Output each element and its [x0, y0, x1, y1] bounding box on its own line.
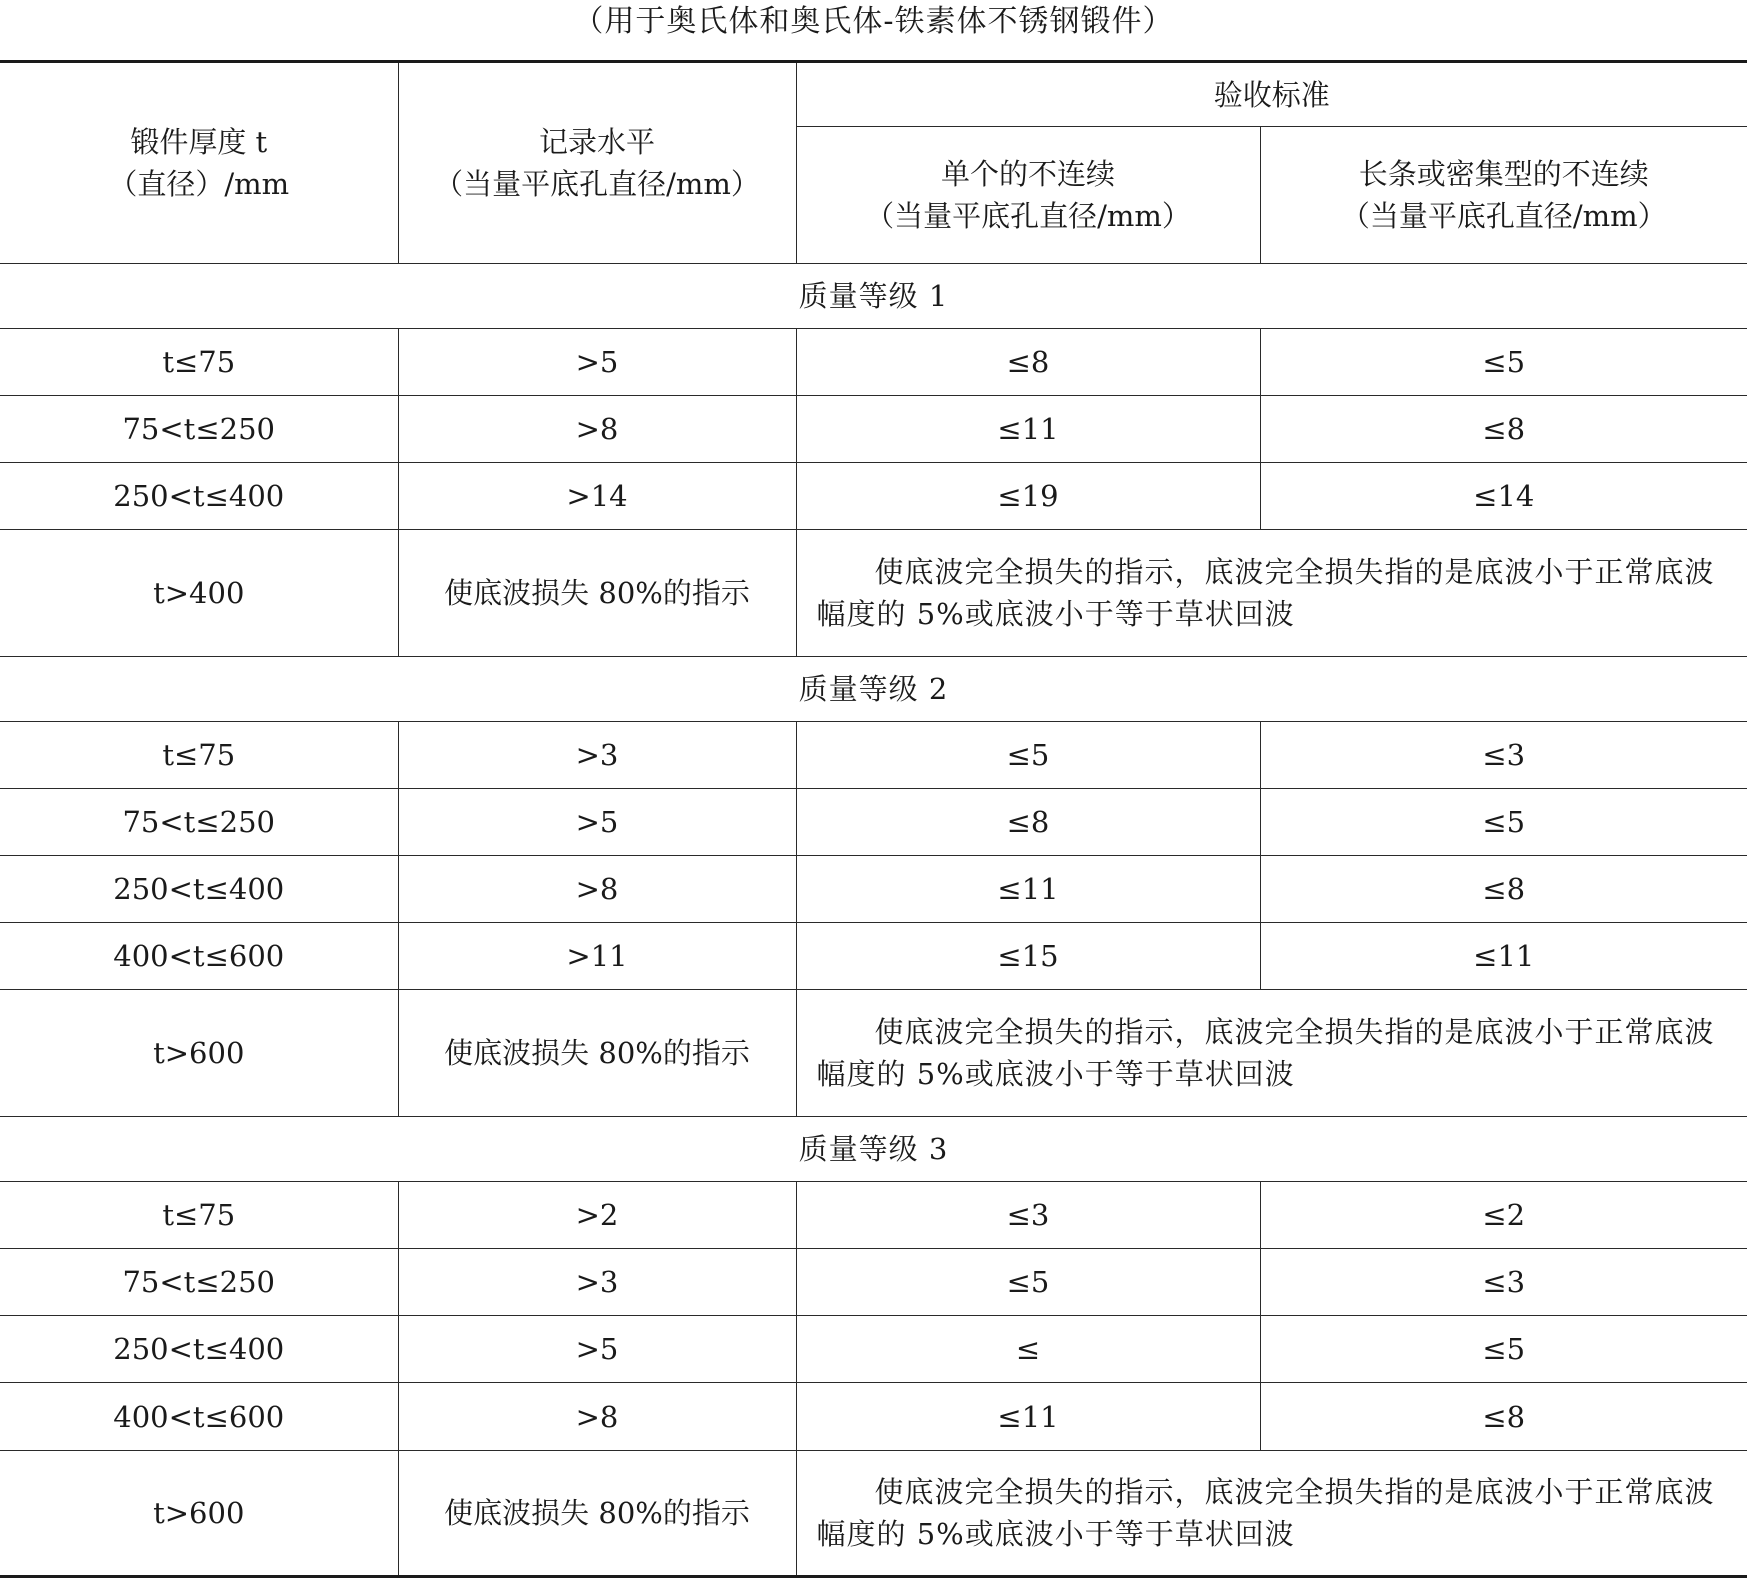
- thickness-range-cell: 250<t≤400: [0, 856, 398, 923]
- table-row-complete-loss: [0, 1450, 1747, 1576]
- grade-title-row: [0, 1116, 1747, 1181]
- complete-loss-note: 使底波完全损失的指示，底波完全损失指的是底波小于正常底波幅度的 5%或底波小于等于草状回波: [796, 990, 1747, 1116]
- grade-title-row: [0, 656, 1747, 721]
- thickness-range-cell: 400<t≤600: [0, 1383, 398, 1450]
- record-level-cell: 使底波损失 80%的指示: [398, 1450, 796, 1576]
- elongated-limit-cell: ≤8: [1260, 1383, 1747, 1450]
- header-single-discontinuity: [796, 127, 1260, 263]
- single-limit-cell: ≤19: [796, 463, 1260, 530]
- table-row: [0, 395, 1747, 462]
- record-level-cell: >8: [398, 1383, 796, 1450]
- table-row: [0, 328, 1747, 395]
- single-limit-cell: ≤3: [796, 1181, 1260, 1248]
- record-level-cell: >11: [398, 923, 796, 990]
- elongated-limit-cell: ≤11: [1260, 923, 1747, 990]
- header-thickness: [0, 62, 398, 264]
- record-level-cell: >3: [398, 721, 796, 788]
- grades-body: [0, 263, 1747, 1576]
- record-level-cell: >5: [398, 1316, 796, 1383]
- header-record-line2: （当量平底孔直径/mm）: [434, 166, 760, 201]
- header-single-line1: 单个的不连续: [940, 156, 1115, 191]
- table-row: [0, 721, 1747, 788]
- elongated-limit-cell: ≤5: [1260, 788, 1747, 855]
- header-acceptance-group: 验收标准: [796, 62, 1747, 127]
- table-row: [0, 923, 1747, 990]
- elongated-limit-cell: ≤8: [1260, 395, 1747, 462]
- grade-title: 质量等级 1: [0, 263, 1747, 328]
- record-level-cell: >5: [398, 328, 796, 395]
- acceptance-table: [0, 60, 1747, 1578]
- header-row-1: [0, 62, 1747, 127]
- thickness-range-cell: t≤75: [0, 721, 398, 788]
- thickness-range-cell: 400<t≤600: [0, 923, 398, 990]
- elongated-limit-cell: ≤14: [1260, 463, 1747, 530]
- single-limit-cell: ≤8: [796, 788, 1260, 855]
- record-level-cell: 使底波损失 80%的指示: [398, 990, 796, 1116]
- single-limit-cell: ≤15: [796, 923, 1260, 990]
- header-record-line1: 记录水平: [538, 124, 655, 159]
- elongated-limit-cell: ≤3: [1260, 721, 1747, 788]
- single-limit-cell: ≤11: [796, 856, 1260, 923]
- thickness-range-cell: t>600: [0, 1450, 398, 1576]
- grade-title-row: [0, 263, 1747, 328]
- header-thickness-line1: 锻件厚度 t: [130, 124, 268, 159]
- single-limit-cell: ≤: [796, 1316, 1260, 1383]
- single-limit-cell: ≤5: [796, 721, 1260, 788]
- elongated-limit-cell: ≤8: [1260, 856, 1747, 923]
- table-row: [0, 1316, 1747, 1383]
- table-caption: （用于奥氏体和奥氏体-铁素体不锈钢锻件）: [573, 4, 1174, 39]
- table-row-complete-loss: [0, 530, 1747, 656]
- record-level-cell: >8: [398, 856, 796, 923]
- header-single-line2: （当量平底孔直径/mm）: [865, 198, 1191, 233]
- complete-loss-note: 使底波完全损失的指示，底波完全损失指的是底波小于正常底波幅度的 5%或底波小于等于草状回波: [796, 1450, 1747, 1576]
- record-level-cell: >5: [398, 788, 796, 855]
- header-elongated-line2: （当量平底孔直径/mm）: [1340, 198, 1667, 233]
- thickness-range-cell: 250<t≤400: [0, 463, 398, 530]
- acceptance-table-container: [0, 60, 1747, 1578]
- record-level-cell: >14: [398, 463, 796, 530]
- table-row: [0, 463, 1747, 530]
- record-level-cell: >8: [398, 395, 796, 462]
- header-elongated-line1: 长条或密集型的不连续: [1358, 156, 1649, 191]
- thickness-range-cell: 75<t≤250: [0, 1249, 398, 1316]
- thickness-range-cell: t>600: [0, 990, 398, 1116]
- table-row: [0, 788, 1747, 855]
- elongated-limit-cell: ≤2: [1260, 1181, 1747, 1248]
- thickness-range-cell: 250<t≤400: [0, 1316, 398, 1383]
- table-row: [0, 1249, 1747, 1316]
- header-thickness-line2: （直径）/mm: [108, 166, 290, 201]
- single-limit-cell: ≤8: [796, 328, 1260, 395]
- grade-title: 质量等级 3: [0, 1116, 1747, 1181]
- thickness-range-cell: t≤75: [0, 1181, 398, 1248]
- record-level-cell: 使底波损失 80%的指示: [398, 530, 796, 656]
- single-limit-cell: ≤11: [796, 395, 1260, 462]
- thickness-range-cell: t>400: [0, 530, 398, 656]
- thickness-range-cell: 75<t≤250: [0, 395, 398, 462]
- single-limit-cell: ≤11: [796, 1383, 1260, 1450]
- grade-title: 质量等级 2: [0, 656, 1747, 721]
- elongated-limit-cell: ≤5: [1260, 1316, 1747, 1383]
- table-row: [0, 1383, 1747, 1450]
- thickness-range-cell: 75<t≤250: [0, 788, 398, 855]
- table-row: [0, 856, 1747, 923]
- record-level-cell: >3: [398, 1249, 796, 1316]
- elongated-limit-cell: ≤5: [1260, 328, 1747, 395]
- table-row-complete-loss: [0, 990, 1747, 1116]
- header-record-level: [398, 62, 796, 264]
- header-elongated-discontinuity: [1260, 127, 1747, 263]
- thickness-range-cell: t≤75: [0, 328, 398, 395]
- record-level-cell: >2: [398, 1181, 796, 1248]
- table-row: [0, 1181, 1747, 1248]
- single-limit-cell: ≤5: [796, 1249, 1260, 1316]
- complete-loss-note: 使底波完全损失的指示，底波完全损失指的是底波小于正常底波幅度的 5%或底波小于等于草状回波: [796, 530, 1747, 656]
- elongated-limit-cell: ≤3: [1260, 1249, 1747, 1316]
